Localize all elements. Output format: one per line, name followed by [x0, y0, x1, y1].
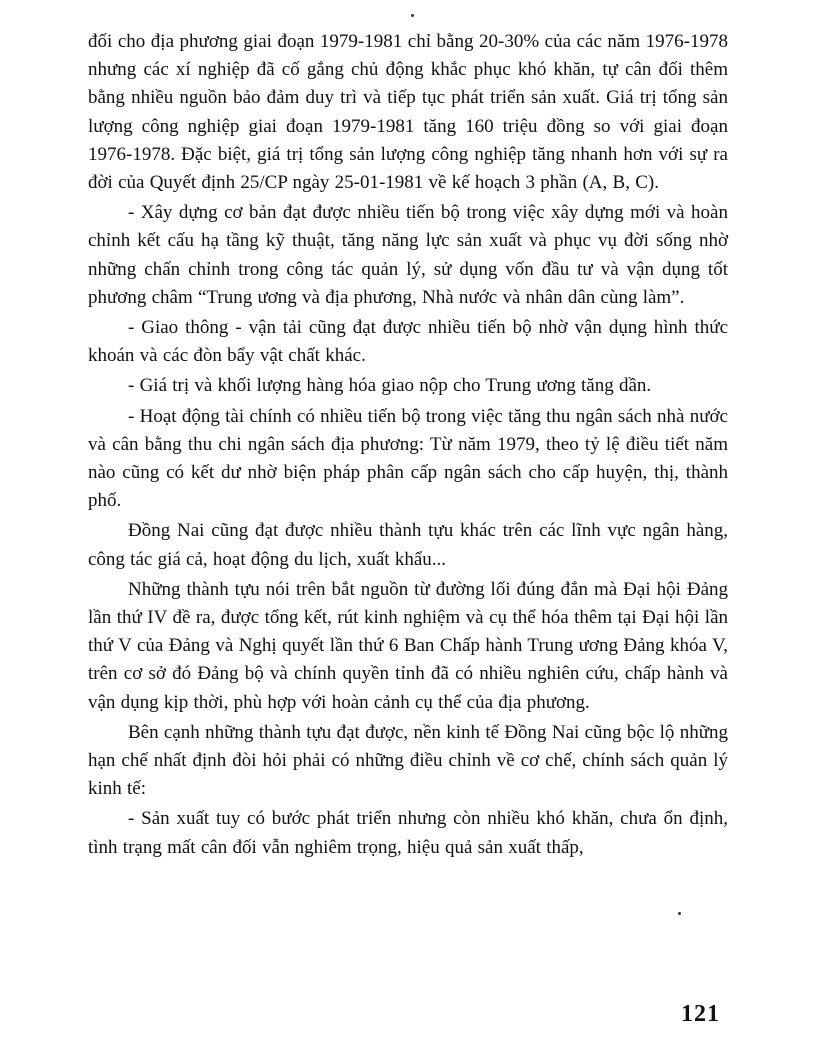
paragraph-1: đối cho địa phương giai đoạn 1979-1981 chỉ bằng 20-30% của các năm 1976-1978 nhưng các xí nghiệp đã cố gắng chủ động khắc phục khó khăn, tự cân đối thêm bằng nhiều nguồn bảo đảm duy trì và tiếp tục phát triển sản xuất. Giá trị tổng sản lượng công nghiệp giai đoạn 1979-1981 tăng 160 triệu đồng so với giai đoạn 1976-1978. Đặc biệt, giá trị tổng sản lượng công nghiệp tăng nhanh hơn với sự ra đời của Quyết định 25/CP ngày 25-01-1981 về kế hoạch 3 phần (A, B, C).	[88, 31, 728, 194]
paragraph-6: Đồng Nai cũng đạt được nhiều thành tựu khác trên các lĩnh vực ngân hàng, công tác giá cả, hoạt động du lịch, xuất khẩu...	[88, 520, 728, 570]
paragraph-9: - Sản xuất tuy có bước phát triển nhưng còn nhiều khó khăn, chưa ổn định, tình trạng mất cân đối vẫn nghiêm trọng, hiệu quả sản xuất thấp,	[88, 808, 728, 858]
paragraph-4: - Giá trị và khối lượng hàng hóa giao nộp cho Trung ương tăng dần.	[128, 375, 652, 397]
paragraph-8: Bên cạnh những thành tựu đạt được, nền kinh tế Đồng Nai cũng bộc lộ những hạn chế nhất định đòi hỏi phải có những điều chỉnh về cơ chế, chính sách quản lý kinh tế:	[88, 721, 728, 800]
paragraph-7: Những thành tựu nói trên bắt nguồn từ đường lối đúng đắn mà Đại hội Đảng lần thứ IV đề ra, được tổng kết, rút kinh nghiệm và cụ thể hóa thêm tại Đại hội lần thứ V của Đảng và Nghị quyết lần thứ 6 Ban Chấp hành Trung ương Đảng khóa V, trên cơ sở đó Đảng bộ và chính quyền tỉnh đã có nhiều nghiên cứu, chấp hành và vận dụng kịp thời, phù hợp với hoàn cảnh cụ thể của địa phương.	[88, 578, 728, 713]
paragraph-2: - Xây dựng cơ bản đạt được nhiều tiến bộ trong việc xây dựng mới và hoàn chỉnh kết cấu hạ tầng kỹ thuật, tăng năng lực sản xuất và phục vụ đời sống nhờ những chấn chỉnh trong công tác quản lý, sử dụng vốn đầu tư và vận dụng tốt phương châm “Trung ương và địa phương, Nhà nước và nhân dân cùng làm”.	[88, 202, 728, 308]
scan-speck	[678, 912, 681, 915]
paragraph-5: - Hoạt động tài chính có nhiều tiến bộ trong việc tăng thu ngân sách nhà nước và cân bằng thu chi ngân sách địa phương: Từ năm 1979, theo tỷ lệ điều tiết năm nào cũng có kết dư nhờ biện pháp phân cấp ngân sách cho cấp huyện, thị, thành phố.	[88, 405, 728, 512]
document-page	[88, 28, 728, 862]
paragraph-3: - Giao thông - vận tải cũng đạt được nhiều tiến bộ nhờ vận dụng hình thức khoán và các đòn bẩy vật chất khác.	[88, 317, 728, 367]
scan-speck	[411, 14, 414, 17]
page-number: 121	[681, 1001, 720, 1027]
